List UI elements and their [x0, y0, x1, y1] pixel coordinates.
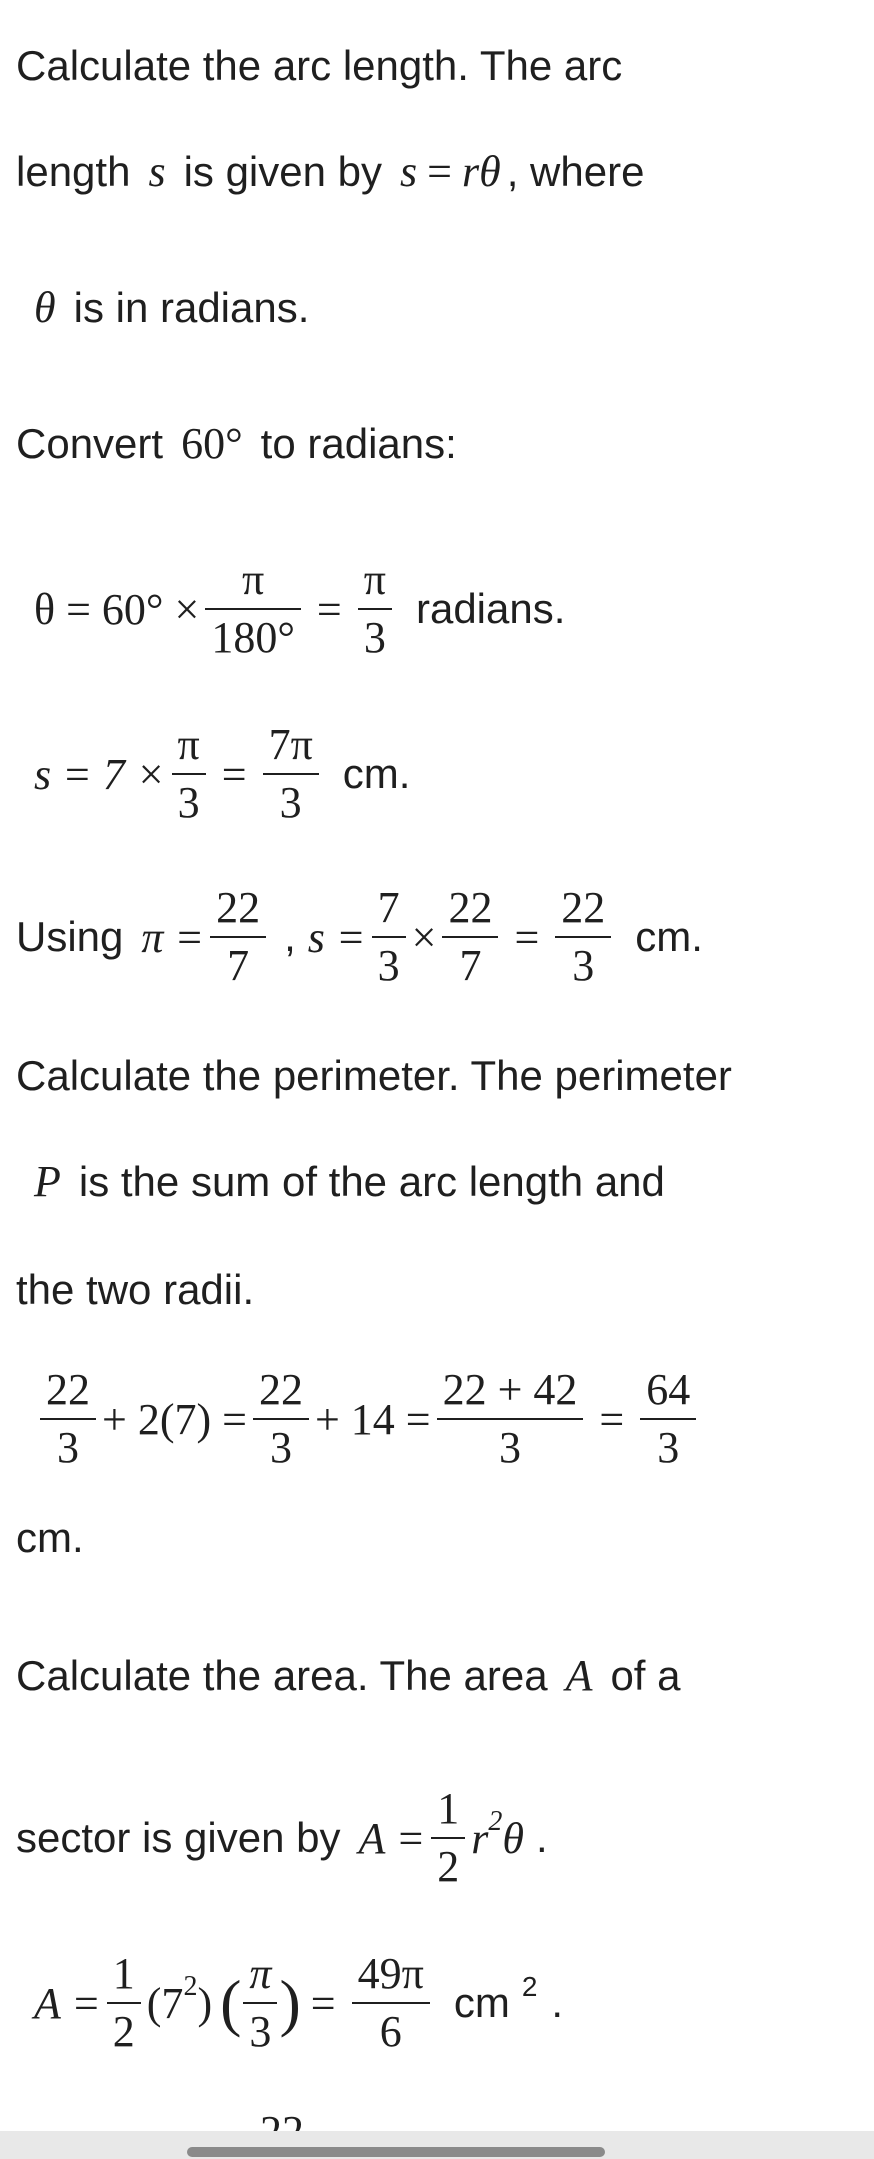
convert-line	[16, 418, 457, 469]
text: length	[16, 147, 131, 195]
math-r-squared-theta: r 2 θ	[471, 1806, 525, 1863]
text: Calculate the arc length. The arc	[16, 42, 623, 89]
fraction-7pi-over-3: $\frac{7\pi}{3}$	[263, 721, 319, 828]
perimeter-unit-line	[16, 1514, 84, 1562]
fraction-1-over-2: $\frac{1}{2}$	[431, 1785, 465, 1892]
perimeter-intro-line1	[16, 1052, 732, 1100]
text: the two radii.	[16, 1266, 255, 1313]
math-plus-14: + 14 =	[314, 1394, 431, 1444]
text: to radians:	[260, 419, 457, 467]
text: .	[551, 1979, 564, 2027]
arc-length-equation	[16, 721, 410, 828]
equals: =	[514, 912, 540, 962]
math-A-equals: A =	[358, 1813, 426, 1863]
text: ,	[284, 913, 296, 961]
arc-length-intro-line3	[16, 282, 309, 333]
area-equation	[16, 1950, 563, 2057]
arc-length-intro-line2	[16, 146, 644, 197]
text: radians.	[415, 585, 566, 633]
text: Calculate the area. The area	[16, 1651, 548, 1699]
text: cm.	[635, 913, 703, 961]
text: Using	[16, 913, 124, 961]
math-plus-2x7: + 2(7) =	[102, 1394, 247, 1444]
text: , where	[506, 147, 645, 195]
fraction-22-over-3: $\frac{22}{3}$	[40, 1366, 96, 1473]
text: cm	[453, 1979, 510, 2027]
fraction-1-over-2: $\frac{1}{2}$	[107, 1950, 141, 2057]
math-var-s: s	[148, 147, 166, 196]
fraction-pi-over-3: $\frac{\pi}{3}$	[358, 556, 392, 663]
text: sector is given by	[16, 1814, 341, 1862]
math-var-P: P	[34, 1157, 61, 1206]
equals: =	[310, 1978, 336, 2028]
math-7-squared: (7 2 )	[146, 1971, 213, 2028]
fraction-7-over-3: $\frac{7}{3}$	[372, 884, 406, 991]
math-var-A: A	[565, 1651, 593, 1700]
home-indicator[interactable]	[187, 2147, 605, 2157]
math-A-equals: A =	[34, 1978, 101, 2028]
times: ×	[411, 912, 437, 962]
math-s-equals: s =	[307, 912, 366, 962]
cutoff-text	[260, 2112, 304, 2130]
math-60-degrees: 60°	[181, 419, 243, 468]
math-pi-equals: π =	[141, 912, 205, 962]
fraction-22-over-3: $\frac{22}{3}$	[555, 884, 611, 991]
text: cm.	[16, 1514, 84, 1561]
perimeter-intro-line3	[16, 1266, 254, 1314]
formula-s-r-theta: s = r θ	[400, 147, 501, 196]
theta-conversion-equation	[16, 556, 565, 663]
math-lhs: s = 7 ×	[34, 749, 166, 799]
fraction-22-over-7: $\frac{22}{7}$	[442, 884, 498, 991]
text: is in radians.	[73, 283, 310, 331]
arc-length-intro-line1	[16, 42, 622, 90]
area-intro-line1	[16, 1650, 681, 1701]
text: is the sum of the arc length and	[78, 1157, 665, 1205]
fraction-49pi-over-6: $\frac{49\pi}{6}$	[352, 1950, 430, 2057]
fraction-64-over-3: $\frac{64}{3}$	[640, 1366, 696, 1473]
fraction-22-over-7: $\frac{22}{7}$	[210, 884, 266, 991]
equals: =	[599, 1394, 625, 1444]
equals: =	[316, 584, 342, 634]
text: .	[536, 1814, 548, 1862]
text: cm.	[342, 750, 411, 798]
text: Convert	[16, 419, 164, 467]
pi-approx-equation	[16, 884, 703, 991]
fraction-sum-over-3: $\frac{22 + 42}{3}$	[437, 1366, 584, 1473]
fraction-22-over-3: $\frac{22}{3}$	[253, 1366, 309, 1473]
fraction-pi-over-180: $\frac{\pi}{180^\circ}$	[205, 556, 301, 663]
math-lhs: θ = 60° ×	[34, 584, 200, 634]
area-intro-line2	[16, 1785, 548, 1892]
equals: =	[221, 749, 247, 799]
unit-squared: 2	[521, 1971, 538, 2003]
fraction-pi-over-3: $\frac{\pi}{3}$	[172, 721, 206, 828]
perimeter-intro-line2	[16, 1156, 665, 1207]
math-var-theta: θ	[34, 283, 56, 332]
math-paren-pi-over-3: ( $\frac{\pi}{3}$ )	[220, 1949, 301, 2057]
text: of a	[610, 1651, 681, 1699]
text: is given by	[183, 147, 382, 195]
text: Calculate the perimeter. The perimeter	[16, 1052, 732, 1099]
perimeter-equation	[16, 1366, 702, 1473]
